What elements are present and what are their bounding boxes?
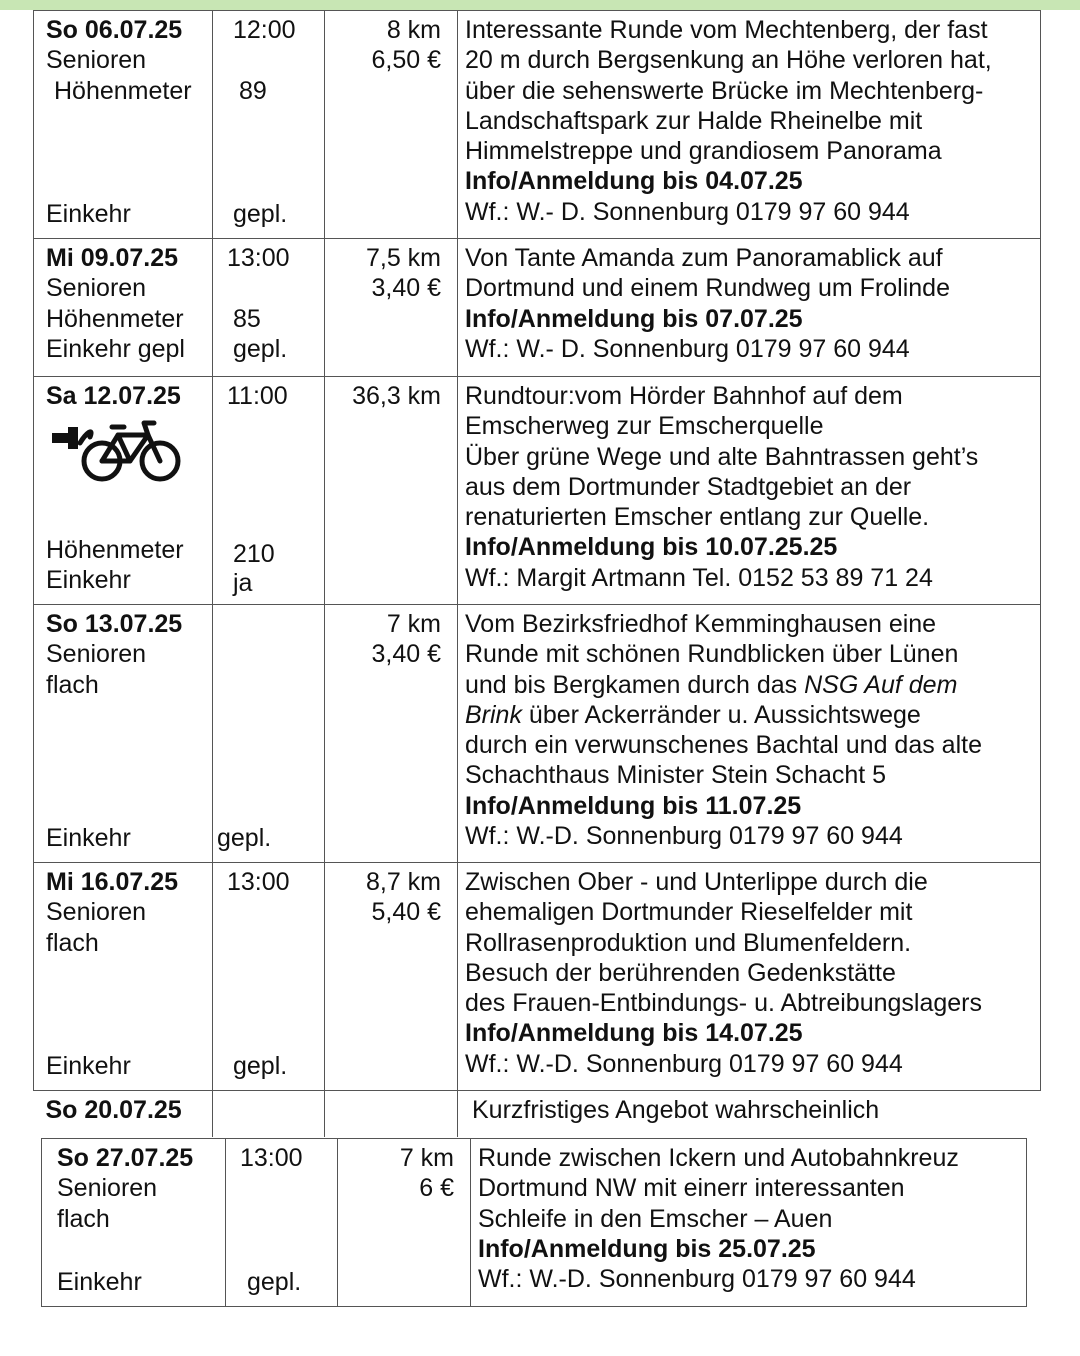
date-cell [34,11,213,239]
tour-date: Mi 09.07.25 [46,244,179,272]
tour-distance: 7 km [399,1144,454,1172]
tour-type: Senioren [46,898,147,927]
desc-line: Rollrasenproduktion und Blumenfeldern. [465,928,912,957]
einkehr-value: ja [233,568,253,597]
guide-contact: Wf.: W.-D. Sonnenburg 0179 97 60 944 [478,1265,916,1294]
registration-info: Info/Anmeldung bis 25.07.25 [478,1234,816,1263]
desc-line: Emscherweg zur Emscherquelle [465,412,824,441]
tour-date: So 27.07.25 [57,1144,194,1172]
time-cell [213,11,325,239]
table-row [34,377,1041,605]
tour-date: So 06.07.25 [46,16,183,44]
table-row [34,11,1041,239]
desc-line: Schachthaus Minister Stein Schacht 5 [465,761,887,790]
elevation-value: 85 [233,304,261,333]
desc-line: Landschaftspark zur Halde Rheinelbe mit [465,106,923,135]
desc-line: Besuch der berührenden Gedenkstätte [465,958,896,987]
tour-schedule-table [33,10,1041,1137]
tour-price: 6,50 € [371,46,441,75]
tour-time: 13:00 [227,868,290,896]
einkehr-label: Einkehr [46,1051,131,1080]
desc-line: 20 m durch Bergsenkung an Höhe verloren hat, [465,46,992,75]
nature-reserve-name: NSG Auf dem [804,670,958,699]
desc-line: aus dem Dortmunder Stadtgebiet an der [465,472,912,501]
elevation-value: 89 [239,76,267,105]
desc-line: Von Tante Amanda zum Panoramablick auf [465,244,943,272]
tour-time: 11:00 [227,382,288,410]
desc-line: über die sehenswerte Brücke im Mechtenberg- [465,76,984,105]
einkehr-value: gepl. [233,1051,288,1080]
tour-distance: 36,3 km [352,382,441,410]
tour-schedule-table-continued [41,1138,1027,1307]
distance-cell [325,11,458,239]
terrain: flach [46,928,99,957]
desc-line: Über grüne Wege und alte Bahntrassen geht’s [465,442,979,471]
top-color-band [0,0,1080,10]
desc-line: ehemaligen Dortmunder Rieselfelder mit [465,898,913,927]
einkehr-value: gepl. [217,823,272,852]
desc-line: Runde mit schönen Rundblicken über Lünen [465,640,959,669]
plug-shape [52,427,78,449]
elevation-label: Höhenmeter [46,535,184,564]
desc-line: Vom Bezirksfriedhof Kemminghausen eine [465,610,937,638]
guide-contact: Wf.: W.- D. Sonnenburg 0179 97 60 944 [465,197,910,226]
einkehr-label: Einkehr [46,565,131,594]
desc-line: durch ein verwunschenes Bachtal und das alte [465,731,982,760]
short-notice-note: Kurzfristiges Angebot wahrscheinlich [472,1096,880,1124]
guide-contact: Wf.: W.- D. Sonnenburg 0179 97 60 944 [465,334,910,363]
einkehr-label: Einkehr gepl [46,334,185,363]
nature-reserve-name: Brink [465,700,522,729]
desc-line: des Frauen-Entbindungs- u. Abtreibungslagers [465,989,982,1018]
table-row [34,239,1041,377]
tour-distance: 7,5 km [365,244,441,272]
guide-contact: Wf.: Margit Artmann Tel. 0152 53 89 71 24 [465,563,933,592]
tour-type: Senioren [46,274,147,303]
desc-line: Interessante Runde vom Mechtenberg, der fast [465,16,988,44]
desc-line: Himmelstreppe und grandiosem Panorama [465,137,942,166]
registration-info: Info/Anmeldung bis 07.07.25 [465,304,803,333]
tour-distance: 7 km [386,610,441,638]
elevation-label: Höhenmeter [46,304,184,333]
guide-contact: Wf.: W.-D. Sonnenburg 0179 97 60 944 [465,822,903,851]
tour-date: So 13.07.25 [46,610,183,638]
desc-line [465,670,1034,700]
tour-price: 6 € [419,1174,454,1203]
desc-line: Runde zwischen Ickern und Autobahnkreuz [478,1144,959,1172]
desc-line: Dortmund und einem Rundweg um Frolinde [465,274,950,303]
tour-time: 13:00 [227,244,290,272]
einkehr-label: Einkehr [57,1267,142,1296]
tour-time: 13:00 [240,1144,303,1172]
tour-price: 3,40 € [371,274,441,303]
einkehr-value: gepl. [247,1267,302,1296]
tour-type: Senioren [57,1174,158,1203]
guide-contact: Wf.: W.-D. Sonnenburg 0179 97 60 944 [465,1049,903,1078]
tour-date: So 20.07.25 [45,1096,182,1124]
elevation-label: Höhenmeter [54,76,192,105]
einkehr-label: Einkehr [46,199,131,228]
e-bike-icon [50,415,190,485]
terrain: flach [46,670,99,699]
einkehr-value: gepl. [233,334,288,363]
desc-line: Dortmund NW mit einerr interessanten [478,1174,905,1203]
registration-info: Info/Anmeldung bis 04.07.25 [465,167,803,196]
einkehr-value: gepl. [233,199,288,228]
tour-price: 3,40 € [371,640,441,669]
tour-distance: 8 km [386,16,441,44]
tour-date: Mi 16.07.25 [46,868,179,896]
table-row [34,863,1041,1091]
registration-info: Info/Anmeldung bis 10.07.25.25 [465,533,838,562]
description-cell [458,11,1041,239]
registration-info: Info/Anmeldung bis 14.07.25 [465,1019,803,1048]
table-row [34,605,1041,863]
desc-line: Schleife in den Emscher – Auen [478,1204,833,1233]
table-row [42,1139,1027,1307]
desc-text: und bis Bergkamen durch das [465,670,805,699]
desc-text: über Ackerränder u. Aussichtswege [521,700,921,729]
desc-line: Rundtour:vom Hörder Bahnhof auf dem [465,382,903,410]
tour-price: 5,40 € [371,898,441,927]
desc-line [465,700,1034,730]
tour-distance: 8,7 km [365,868,441,896]
tour-time: 12:00 [233,16,296,44]
tour-type: Senioren [46,46,147,75]
table-row [34,1091,1041,1137]
tour-date: Sa 12.07.25 [46,382,181,410]
elevation-value: 210 [233,539,275,568]
desc-line: renaturierten Emscher entlang zur Quelle. [465,503,930,532]
tour-type: Senioren [46,640,147,669]
einkehr-label: Einkehr [46,823,131,852]
registration-info: Info/Anmeldung bis 11.07.25 [465,791,802,820]
terrain: flach [57,1204,110,1233]
desc-line: Zwischen Ober - und Unterlippe durch die [465,868,928,896]
